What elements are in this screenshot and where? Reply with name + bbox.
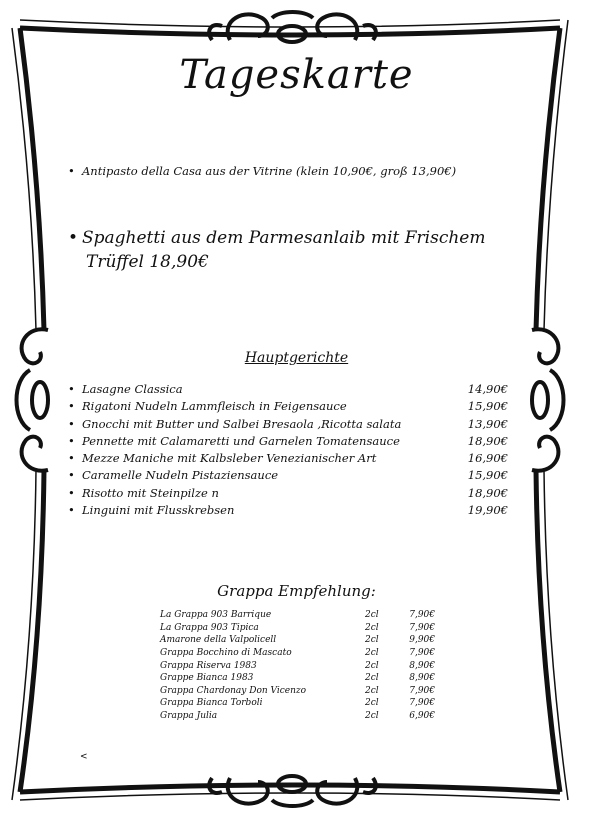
grappa-name: La Grappa 903 Barrique (160, 610, 272, 621)
grappa-price: 6,90€ (409, 711, 435, 722)
grappa-price: 9,90€ (409, 635, 435, 646)
grappa-name: Grappa Riserva 1983 (160, 660, 257, 671)
grappa-name: Grappa Bocchino di Mascato (160, 648, 292, 659)
dish-name: Linguini mit Flusskrebsen (82, 503, 235, 518)
dish-price: 19,90€ (467, 503, 508, 518)
dish-name: Mezze Maniche mit Kalbsleber Venezianischer Art (82, 451, 377, 466)
dish-price: 15,90€ (467, 399, 508, 414)
grappa-name: La Grappa 903 Tipica (160, 622, 259, 633)
grappa-price: 7,90€ (409, 698, 435, 709)
table-row (160, 672, 435, 685)
dish-name: Rigatoni Nudeln Lammfleisch in Feigensauce (82, 399, 347, 414)
grappa-name: Grappa Julia (160, 711, 218, 722)
main-dishes-list (68, 381, 508, 519)
dish-name: Gnocchi mit Butter und Salbei Bresaola ,Ricotta salata (82, 416, 402, 431)
list-item: • Linguini mit Flusskrebsen 19,90€ (68, 502, 508, 519)
starter-antipasto-text: Antipasto della Casa aus der Vitrine (klein 10,90€, groß 13,90€) (82, 164, 457, 178)
table-row (160, 634, 435, 647)
bullet: • (68, 228, 79, 248)
dish-name: Risotto mit Steinpilze n (82, 485, 219, 500)
grappa-price: 7,90€ (409, 622, 435, 633)
grappa-price: 7,90€ (409, 610, 435, 621)
list-item: • Lasagne Classica 14,90€ (68, 381, 508, 398)
dish-price: 15,90€ (467, 468, 508, 483)
grappa-volume: 2cl (365, 698, 379, 709)
grappa-volume: 2cl (365, 648, 379, 659)
dish-price: 13,90€ (467, 416, 508, 431)
table-row (160, 697, 435, 710)
grappa-volume: 2cl (365, 622, 379, 633)
dish-name: Caramelle Nudeln Pistaziensauce (82, 468, 279, 483)
list-item: • Gnocchi mit Butter und Salbei Bresaola ,Ricotta salata 13,90€ (68, 416, 508, 433)
table-row (160, 710, 435, 723)
dish-price: 18,90€ (467, 433, 508, 448)
grappa-volume: 2cl (365, 610, 379, 621)
dish-price: 14,90€ (467, 382, 508, 396)
dish-price: 18,90€ (467, 485, 508, 500)
starter-spaghetti-line2: Trüffel 18,90€ (86, 252, 209, 272)
grappa-volume: 2cl (365, 635, 379, 646)
list-item: • Caramelle Nudeln Pistaziensauce 15,90€ (68, 467, 508, 484)
dish-name: Lasagne Classica (82, 382, 183, 396)
grappa-volume: 2cl (365, 673, 379, 684)
dish-name: Pennette mit Calamaretti und Garnelen Tomatensauce (82, 433, 400, 448)
list-item: • Pennette mit Calamaretti und Garnelen Tomatensauce 18,90€ (68, 433, 508, 450)
stray-mark: < (80, 752, 88, 762)
grappa-price: 8,90€ (409, 673, 435, 684)
main-section-title: Hauptgerichte (244, 350, 349, 366)
table-row (160, 622, 435, 635)
starter-spaghetti (68, 226, 518, 274)
page-title: Tageskarte (179, 52, 414, 98)
grappa-price: 7,90€ (409, 648, 435, 659)
table-row (160, 659, 435, 672)
grappa-table (160, 609, 435, 722)
grappa-price: 7,90€ (409, 685, 435, 696)
table-row (160, 647, 435, 660)
grappa-price: 8,90€ (409, 660, 435, 671)
list-item: • Risotto mit Steinpilze n 18,90€ (68, 485, 508, 502)
grappa-name: Grappe Bianca 1983 (160, 673, 254, 684)
grappa-volume: 2cl (365, 660, 379, 671)
grappa-name: Grappa Chardonay Don Vicenzo (160, 685, 307, 696)
bottom-ornament (209, 776, 376, 806)
list-item: • Mezze Maniche mit Kalbsleber Venezianischer Art 16,90€ (68, 450, 508, 467)
grappa-volume: 2cl (365, 711, 379, 722)
top-border-line (20, 28, 560, 35)
starter-spaghetti-line1: Spaghetti aus dem Parmesanlaib mit Frischem (82, 228, 486, 248)
table-row (160, 685, 435, 698)
grappa-volume: 2cl (365, 685, 379, 696)
grappa-section-title: Grappa Empfehlung: (217, 582, 376, 600)
dish-price: 16,90€ (467, 451, 508, 466)
starter-antipasto (68, 164, 456, 178)
list-item: • Rigatoni Nudeln Lammfleisch in Feigensauce 15,90€ (68, 398, 508, 415)
bullet: • (68, 164, 75, 178)
table-row (160, 609, 435, 622)
grappa-name: Amarone della Valpolicell (160, 635, 277, 646)
grappa-name: Grappa Bianca Torboli (160, 698, 263, 709)
